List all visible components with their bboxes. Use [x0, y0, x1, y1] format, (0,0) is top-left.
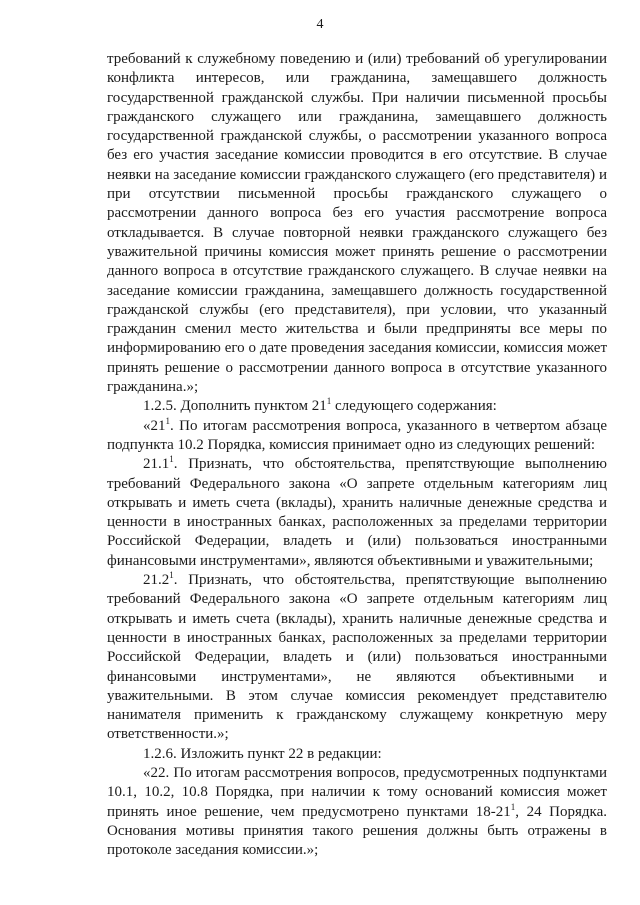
superscript: 1: [165, 415, 170, 426]
superscript: 1: [326, 396, 332, 407]
superscript: 1: [510, 801, 516, 812]
paragraph-p6: [107, 745, 607, 764]
paragraph-p1: [107, 50, 607, 397]
paragraph-p4: [107, 455, 607, 571]
paragraph-text: 21.2: [143, 572, 170, 589]
paragraph-text: требований к служебному поведению и (или) требований об урегулировании конфликта интересов, или гражданина, замещавшего должность государственной гражданской службы. При наличии письменной просьбы гражданского служащего или гражданина, замещавшего должность государственной гражданской службы, о рассмотрении указанного вопроса без его участия заседание комиссии проводится в его отсутствие. В случае неявки на заседание комиссии гражданского служащего (его представителя) и при отсутствии письменной просьбы гражданского служащего о рассмотрении данного вопроса без его участия рассмотрение вопроса откладывается. В случае повторной неявки гражданского служащего без уважительной причины комиссия может принять решение о рассмотрении данного вопроса в отсутствие гражданского служащего. В случае неявки на заседание комиссии гражданина, замещавшего должность государственной гражданской службы (его представителя), при условии, что указанный гражданин сменил место жительства и были предприняты все меры по информированию его о дате проведения заседания комиссии, комиссия может принять решение о рассмотрении данного вопроса в отсутствие указанного гражданина.»;: [107, 51, 607, 396]
paragraph-text: . Признать, что обстоятельства, препятствующие выполнению требований Федерального закона «О запрете отдельным категориям лиц открывать и иметь счета (вклады), хранить наличные денежные средства и ценности в иностранных банках, расположенных за пределами территории Российской Федерации, владеть и (или) пользоваться иностранными финансовыми инструментами», являются объективными и уважительными;: [107, 456, 607, 569]
paragraph-text: 1.2.5. Дополнить пунктом 21: [143, 398, 327, 415]
paragraph-p3: [107, 417, 607, 456]
paragraph-p5: [107, 571, 607, 745]
document-body: [107, 50, 607, 860]
paragraph-p7: [107, 764, 607, 860]
paragraph-p2: [107, 397, 607, 416]
paragraph-text: 21.1: [143, 456, 170, 473]
paragraph-text: «22. По итогам рассмотрения вопросов, предусмотренных подпунктами 10.1, 10.2, 10.8 Порядка, при наличии к тому оснований комиссия может принять иное решение, чем предусмотрено пунктами 18-21: [107, 764, 607, 820]
paragraph-text: , 24 Порядка. Основания мотивы принятия такого решения должны быть отражены в протоколе заседания комиссии.»;: [107, 803, 607, 859]
superscript: 1: [169, 570, 174, 581]
paragraph-text: следующего содержания:: [331, 398, 497, 415]
paragraph-text: . Признать, что обстоятельства, препятствующие выполнению требований Федерального закона «О запрете отдельным категориям лиц открывать и иметь счета (вклады), хранить наличные денежные средства и ценности в иностранных банках, расположенных за пределами территории Российской Федерации, владеть и (или) пользоваться иностранными финансовыми инструментами», не являются объективными и уважительными. В этом случае комиссия рекомендует представителю нанимателя применить к гражданскому служащему конкретную меру ответственности.»;: [107, 572, 607, 743]
paragraph-text: 1.2.6. Изложить пункт 22 в редакции:: [143, 745, 382, 762]
superscript: 1: [169, 454, 174, 465]
paragraph-text: . По итогам рассмотрения вопроса, указанного в четвертом абзаце подпункта 10.2 Порядка, комиссия принимает одно из следующих решений:: [107, 417, 607, 453]
page-number: 4: [316, 17, 324, 32]
paragraph-text: «21: [143, 417, 166, 434]
